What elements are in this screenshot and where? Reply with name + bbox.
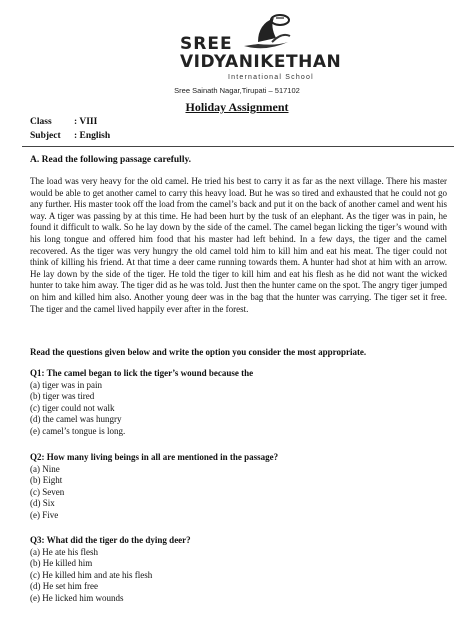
subject-label: Subject (30, 131, 61, 141)
subject-value: : English (74, 131, 111, 141)
instructions: Read the questions given below and write the option you consider the most appropriate. (30, 347, 367, 357)
option-c: (c) He killed him and ate his flesh (30, 569, 153, 580)
class-label: Class (30, 117, 52, 127)
option-a: (a) tiger was in pain (30, 379, 102, 390)
question-text: Q3: What did the tiger do the dying deer? (30, 535, 191, 545)
option-c: (c) tiger could not walk (30, 402, 115, 413)
logo-text-name: VIDYANIKETHAN (180, 52, 342, 72)
option-list (30, 464, 450, 522)
option-e: (e) Five (30, 509, 59, 520)
option-d: (d) He set him free (30, 581, 98, 592)
class-row (30, 117, 97, 127)
logo-text-sree: SREE (180, 34, 233, 54)
option-d: (d) Six (30, 498, 55, 509)
lamp-emblem-icon (236, 12, 296, 52)
option-list (30, 380, 450, 438)
option-list (30, 547, 450, 605)
option-e: (e) He licked him wounds (30, 592, 124, 603)
reading-passage: The load was very heavy for the old camel. He tried his best to carry it as far as the next village. There his master would be able to get another camel to carry this heavy load. But he was so tired and exhausted that he could not go any further. His master took off the load from the camel’s back and put it on the back of another camel and went his way. A tiger was passing by at this time. He had been hurt by the tusk of an elephant. As the tiger was in pain, he found it difficult to walk. So he lay down by the side of the camel. The camel began licking the tiger’s wound with his long tongue and offered him food that his master had left behind. In a few days, the tiger and the camel recovered. As the tiger was very hungry the old camel told him to kill him and eat his meat. The tiger could not think of killing his friend. At that time a deer came running towards them. A hunter had shot at him with an arrow. He lay down by the side of the tiger. He told the tiger to kill him and eat his flesh as he did not want the wicked hunter to take him away. The tiger did as he was told. Just then the hunter came on the spot. The angry tiger jumped on him and killed him also. Another young deer was in the bag that the hunter was carrying. The tiger set it free. The tiger and the camel lived happily ever after in the forest. (30, 176, 447, 314)
option-c: (c) Seven (30, 486, 65, 497)
option-a: (a) Nine (30, 463, 60, 474)
question-2 (30, 452, 450, 522)
question-text: Q1: The camel began to lick the tiger’s wound because the (30, 368, 254, 378)
option-b: (b) tiger was tired (30, 391, 95, 402)
question-3 (30, 535, 450, 605)
question-text: Q2: How many living beings in all are mentioned in the passage? (30, 452, 279, 462)
question-1 (30, 368, 450, 438)
divider (22, 146, 454, 147)
option-d: (d) the camel was hungry (30, 414, 122, 425)
class-value: : VIII (74, 117, 98, 127)
option-e: (e) camel’s tongue is long. (30, 425, 126, 436)
section-heading: A. Read the following passage carefully. (30, 155, 192, 165)
option-b: (b) Eight (30, 475, 63, 486)
page-title: Holiday Assignment (185, 100, 289, 114)
option-b: (b) He killed him (30, 558, 93, 569)
logo-text-subtitle: International School (228, 74, 314, 81)
subject-row (30, 131, 110, 141)
option-a: (a) He ate his flesh (30, 546, 98, 557)
school-address: Sree Sainath Nagar,Tirupati – 517102 (174, 86, 300, 95)
